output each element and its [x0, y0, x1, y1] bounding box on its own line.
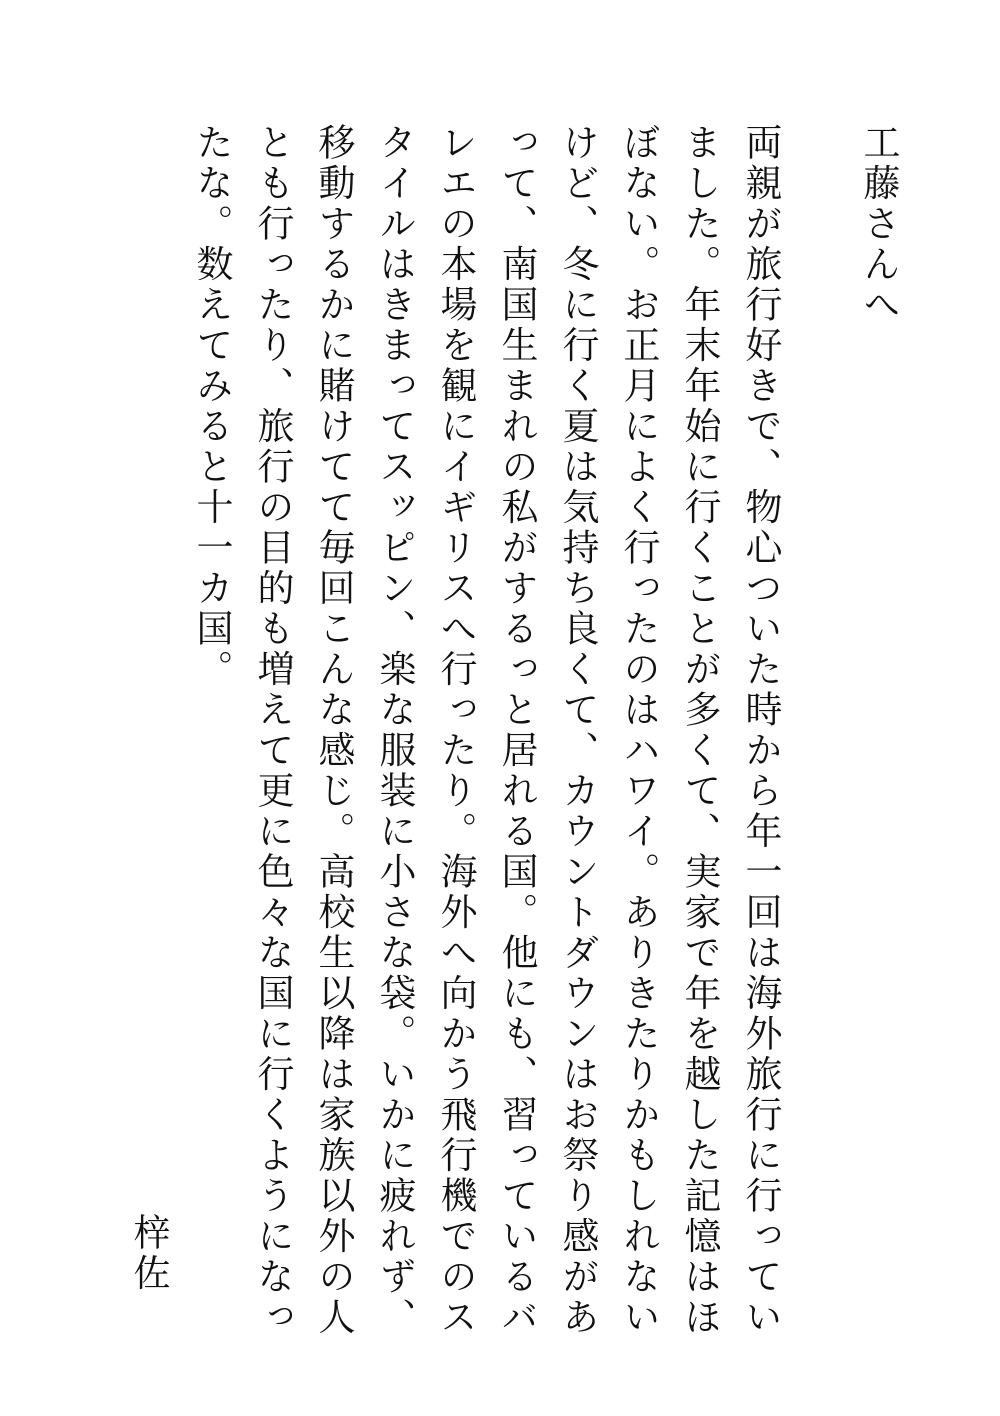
body-line: とも行ったり、旅行の目的も増えて更に色々な国に行くようになっ	[251, 123, 294, 1338]
body-line: ぼない。お正月によく行ったのはハワイ。ありきたりかもしれない	[617, 123, 660, 1338]
body-line: レエの本場を観にイギリスへ行ったり。海外へ向かう飛行機でのス	[434, 123, 477, 1338]
body-line: ました。年末年始に行くことが多くて、実家で年を越した記憶はほ	[678, 123, 721, 1338]
salutation: 工藤さんへ	[857, 123, 900, 326]
signature: 梓佐	[127, 1213, 170, 1294]
body-line: けど、冬に行く夏は気持ち良くて、カウントダウンはお祭り感があ	[556, 123, 599, 1338]
body-line: って、南国生まれの私がするっと居れる国。他にも、習っているバ	[495, 123, 538, 1338]
body-line: 両親が旅行好きで、物心ついた時から年一回は海外旅行に行ってい	[739, 123, 782, 1338]
body-line: 移動するかに賭けてて毎回こんな感じ。高校生以降は家族以外の人	[312, 123, 355, 1338]
body-line: タイルはきまってスッピン、楽な服装に小さな袋。いかに疲れず、	[373, 123, 416, 1338]
body-line: たな。数えてみると十一カ国。	[190, 123, 233, 690]
